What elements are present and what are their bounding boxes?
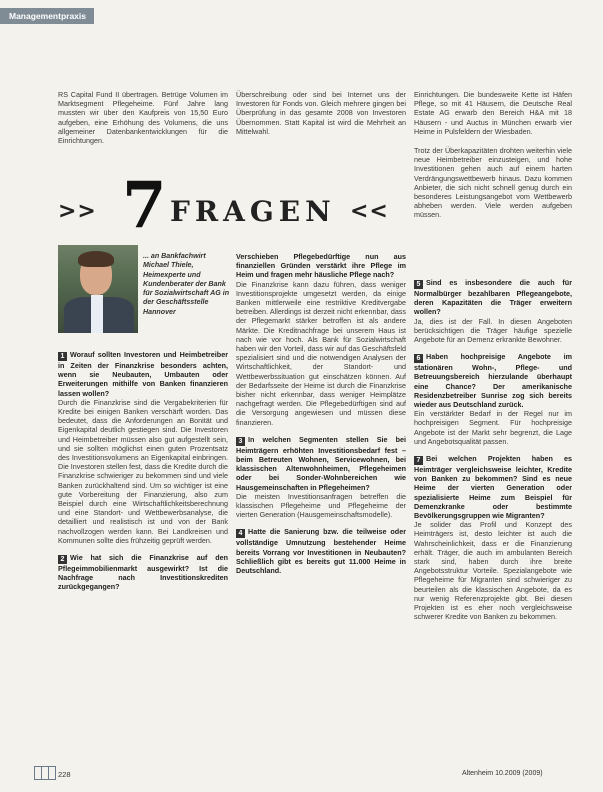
question-6-number: 6 [414, 354, 423, 363]
portrait-photo [58, 245, 138, 333]
question-5-text: Sind es insbesondere die auch für Normalbürger bezahlbaren Pflegeangebote, deren Kapazitäten die Träger erweitern wollen? [414, 278, 572, 317]
question-5-number: 5 [414, 280, 423, 289]
intro-column-1 [58, 90, 228, 145]
intro-text-1: RS Capital Fund II übertragen. Betrüge Volumen im Marktsegment Pflegeheime. Fünf Jahre lang mussten wir über den Kaufpreis von 15,50 Euro aufgeben, eine Erhöhung des Volumens, die uns allgemeiner Datenbankentwicklungen für die Einrichtungen. [58, 90, 228, 146]
question-1-number: 1 [58, 352, 67, 361]
col3-intro-text: Trotz der Überkapazitäten drohten weiterhin viele neue Heimbetreiber einzusteigen, und hohe Investitionen gehen auch auf einem harten Verdrängungswettbewerb hinaus. Dazu kommen Anbieter, die sich nicht schnell genug durch ein besonderes Leistungsangebot vom Wettbewerb abheben werden. Viele werden aufgeben müssen. [414, 146, 572, 220]
intro-text-3: Einrichtungen. Die bundesweite Kette ist Häfen Pflege, so mit 41 Häusern, die Deutsche Real Estate AG erwarb den Bereich H&A mit 18 Häusern - und Auctus in München erwarb vier Heime in Pulsfeldern der Wiesbaden. [414, 90, 572, 136]
article-title [58, 168, 398, 243]
article-column-3 [414, 270, 572, 622]
intro-column-3 [414, 90, 572, 220]
journal-citation: Altenheim 10.2009 (2009) [462, 770, 543, 777]
question-2 [58, 553, 228, 592]
answer-5: Ja, dies ist der Fall. In diesen Angeboten berücksichtigen die Träger häufige spezielle Angebote für an Demenz erkrankte Bewohner. [414, 316, 572, 345]
question-2-text: Wie hat sich die Finanzkrise auf den Pflegeimmobilienmarkt ausgewirkt? Ist die Nachfrage nach Investitionskrediten zurückgegangen? [58, 553, 228, 592]
photo-caption: ... an Bankfachwirt Michael Thiele, Heimexperte und Kundenberater der Bank für Sozialwirtschaft AG in der Geschäftsstelle Hannover [143, 252, 230, 316]
page-number: 228 [58, 770, 71, 779]
publisher-logo-icon [34, 766, 56, 780]
question-3-text: In welchen Segmenten stellen Sie bei Heimträgern erhöhten Investitionsbedarf fest – beim Betreuten Wohnen, Servicewohnen, bei klassischen Altenwohnheimen, Pflegeheimen oder bei Sonder-Wohnbereichen wie Hausgemeinschaften in Pflegeheimen? [236, 434, 406, 492]
answer-2: Die Finanzkrise kann dazu führen, dass weniger Investitionsprojekte umgesetzt werden, da einige Banken mittlerweile eine restriktive Kreditvergabe betreiben. Allerdings ist derzeit nicht erkennbar, dass der Pflegemarkt stärker betroffen ist als andere Märkte. Die Kreditnachfrage bei unserem Haus ist nach wie vor hoch. Als Bank für Sozialwirtschaft haben wir den Vorteil, dass wir auf das Geschäftsfeld spezialisiert sind und die notwendigen Analysen der Wirtschaftlichkeit, der Standort- und Wettbewerbssituation gut einschätzen können. Auf der Bedarfsseite der Heime ist durch die Finanzkrise bisher nicht erkennbar, dass weniger Heimplätze nachgefragt werden. Die Pflegebedürftigen sind auf die Versorgung angewiesen und müssen diese finanzieren. [236, 279, 406, 427]
title-left-arrows: >> [58, 199, 97, 224]
question-6 [414, 352, 572, 409]
title-right-arrows: << [350, 199, 389, 224]
article-column-1 [58, 342, 228, 592]
section-tag: Managementpraxis [0, 8, 94, 24]
intro-text-2: Überschreibung oder sind bei Internet uns der Investoren für Fonds von. Gleich mehrere gingen bei Überprüfung in das gesamte 2008 von Investoren Übernommen. Statt Kapital ist wird die Mehrheit an Mittelwahl. [236, 90, 406, 136]
title-number: 7 [122, 168, 167, 243]
question-5 [414, 278, 572, 317]
article-column-2 [236, 244, 406, 575]
answer-7: Je solider das Profil und Konzept des Heimträgers ist, desto leichter ist auch die Wahrscheinlichkeit, dass er die Finanzierung erhält. Träger, die auch im ambulanten Bereich stark sind, haben durch ihre breite Angebotsstruktur Vorteile. Spezialangebote wie Pflegeheime für Migranten sind schwieriger zu beurteilen als die klassischen Angebote, da es nur wenig Referenzprojekte gibt. Bei diesen Projekten ist es eher noch vergleichsweise schwerer Kredite von Banken zu bekommen. [414, 520, 572, 622]
question-6-text: Haben hochpreisige Angebote im stationären Wohn-, Pflege- und Betreuungsbereich hierzulande überhaupt eine Chance? Der amerikanische Residenzbetreiber Sunrise zog sich bereits wieder aus Deutschland zurück. [414, 352, 572, 410]
title-word: FRAGEN [170, 195, 336, 228]
answer-3: Die meisten Investitionsanfragen betreffen die klassischen Pflegeheime und Pflegeheime der vierten Generation (Hausgemeinschaftsmodelle). [236, 491, 406, 520]
question-4 [236, 527, 406, 575]
question-2-number: 2 [58, 555, 67, 564]
question-3 [236, 435, 406, 492]
question-7 [414, 454, 572, 520]
answer-6: Ein verstärkter Bedarf in der Regel nur im hochpreisigen Segment. Für hochpreisige Angebote ist der Markt sehr begrenzt, die Lage und Angebotsqualität passen. [414, 409, 572, 446]
question-1 [58, 350, 228, 398]
question-7-text: Bei welchen Projekten haben es Heimträger vergleichsweise leichter, Kredite von Banken zu bekommen? Sind es neue Heime der vierten Generation oder spezialisierte Heime zum Beispiel für Demenzkranke oder bestimmte Bevölkerungsgruppen wie Migranten? [414, 454, 572, 521]
question-4-number: 4 [236, 529, 245, 538]
answer-1: Durch die Finanzkrise sind die Vergabekriterien für Kredite bei einigen Banken verschärft worden. Das bedeutet, dass die Anforderungen an Bonität und Eigenkapital deutlich gestiegen sind. Die Investoren und Heimbetreiber müssen also gut aufgestellt sein, und sie sollten möglichst einen guten Prozentsatz des Investitionsvolumens an Eigenkapital einbringen. Die Investoren stellen fest, dass die Kredite durch die Finanzkrise schwieriger zu bekommen sind und viele Banken zurückhaltend sind. Um so wichtiger ist eine gute Vorbereitung der Finanzierung, also zum Beispiel durch eine Wirtschaftlichkeitsberechnung und eine Standort- und Wettbewerbsanalyse, die detailliert und realistisch ist und von der Bank nachvollzogen werden kann. Bei Landkreisen und Kommunen sollte dies frühzeitig geprüft werden. [58, 397, 228, 545]
question-4-text: Hatte die Sanierung bzw. die teilweise oder vollständige Umnutzung bestehender Heime bereits Vorrang vor Investitionen in Neubauten? Schließlich gibt es bereits gut 11.000 Heime in Deutschland. [236, 527, 406, 576]
intro-column-2 [236, 90, 406, 136]
question-2-continued: Verschieben Pflegebedürftige nun aus finanziellen Gründen verstärkt ihre Pflege im Heim und fragen mehr häusliche Pflege nach? [236, 252, 406, 280]
question-3-number: 3 [236, 437, 245, 446]
question-7-number: 7 [414, 456, 423, 465]
question-1-text: Worauf sollten Investoren und Heimbetreiber in Zeiten der Finanzkrise besonders achten, wenn sie Neubauten, Umbauten oder Erweiterungen mithilfe von Banken finanzieren lassen wollen? [58, 350, 228, 398]
